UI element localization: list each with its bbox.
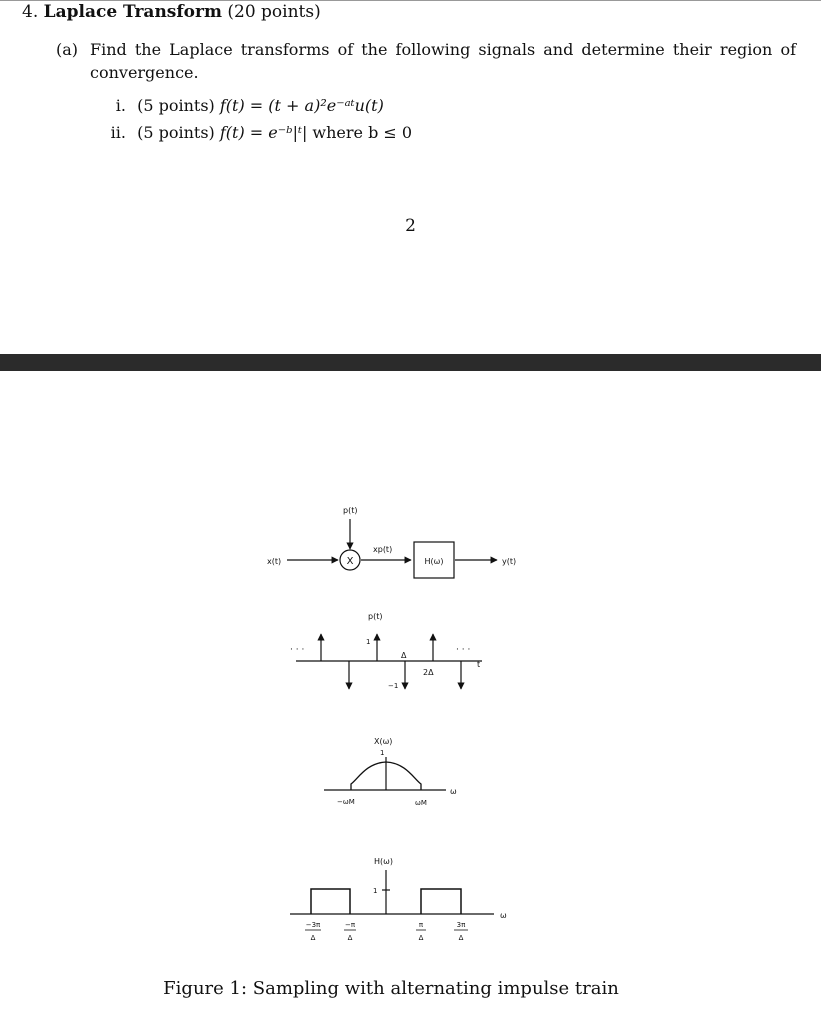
item-expression: f(t) = e⁻ᵇ|ᵗ| (219, 123, 308, 142)
multiplier-symbol: X (346, 556, 354, 567)
multiplier-input-label: p(t) (343, 506, 358, 515)
part-a-text: Find the Laplace transforms of the following signals and determine their region of convergence. (90, 40, 796, 82)
wm-label: ωM (415, 799, 427, 807)
left-passband (311, 889, 350, 914)
spectrum-plot (324, 737, 457, 807)
filter-title: H(ω) (374, 857, 393, 866)
figure-caption: Figure 1: Sampling with alternating impulse train (163, 978, 619, 999)
tick-neg-3pi-num: −3π (305, 921, 321, 929)
pt-title: p(t) (368, 612, 383, 621)
problem-number: 4. (22, 2, 39, 22)
impulse-train-plot (290, 612, 482, 690)
item-number: ii. (110, 123, 126, 142)
delta-label: Δ (401, 651, 407, 660)
output-label: y(t) (502, 557, 517, 566)
page-number: 2 (405, 216, 416, 236)
tick-3pi-num: 3π (456, 921, 466, 929)
t-axis-label: t (477, 660, 481, 669)
block-diagram (267, 506, 516, 578)
item-number: i. (115, 96, 126, 115)
right-dots: · · · (456, 645, 471, 655)
tick-neg-3pi-den: Δ (310, 934, 316, 942)
intermediate-label: xp(t) (373, 545, 393, 554)
right-passband (421, 889, 461, 914)
left-dots: · · · (290, 645, 305, 655)
spectrum-w-label: ω (450, 787, 457, 796)
problem-title: Laplace Transform (43, 2, 222, 22)
input-label: x(t) (267, 557, 282, 566)
tick-pi-num: π (418, 921, 424, 929)
filter-w-label: ω (500, 911, 507, 920)
item-expression: f(t) = (t + a)²e⁻ᵃᵗu(t) (219, 96, 384, 115)
spectrum-title: X(ω) (374, 737, 393, 746)
amplitude-neg-one: −1 (388, 682, 399, 690)
amplitude-one: 1 (366, 638, 371, 646)
filter-one: 1 (373, 887, 378, 895)
item-points: (5 points) (137, 123, 215, 142)
neg-wm-label: −ωM (337, 798, 355, 806)
tick-3pi-den: Δ (458, 934, 464, 942)
item-suffix: where b ≤ 0 (307, 123, 413, 142)
tick-neg-pi-den: Δ (347, 934, 353, 942)
filter-label: H(ω) (424, 557, 444, 566)
part-a-label: (a) (56, 40, 79, 59)
tick-pi-den: Δ (418, 934, 424, 942)
spectrum-one: 1 (380, 749, 385, 757)
problem-points: (20 points) (227, 2, 321, 22)
item-points: (5 points) (137, 96, 215, 115)
tick-neg-pi-num: −π (344, 921, 356, 929)
filter-response-plot (290, 857, 507, 942)
two-delta-label: 2Δ (423, 668, 434, 677)
